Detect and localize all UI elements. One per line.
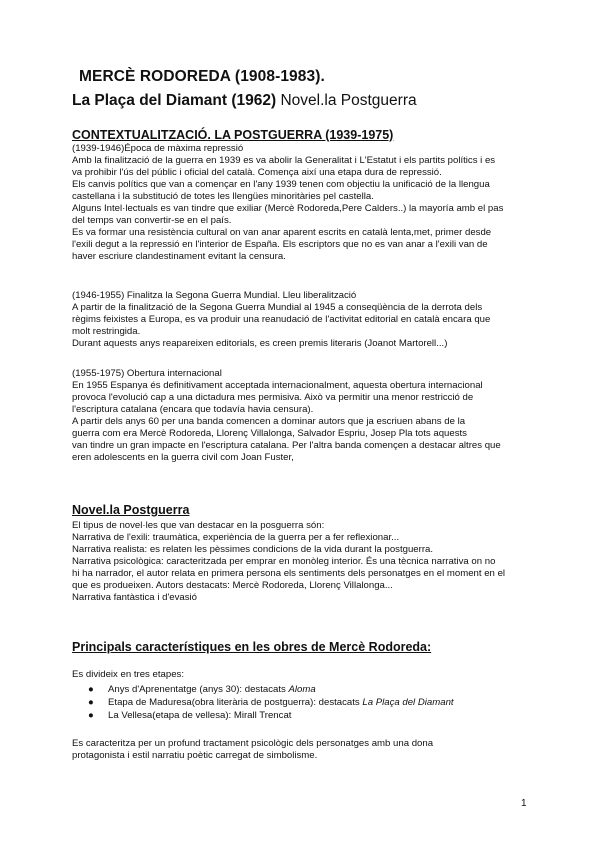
list-item-text: La Vellesa(etapa de vellesa): Mirall Trencat: [108, 710, 292, 721]
context-block-3: [72, 368, 532, 464]
bullet-icon: ●: [88, 710, 94, 721]
paragraph-line: haver escriure clandestinament evitant la censura.: [72, 251, 286, 262]
section-heading-features: Principals característiques en les obres de Mercè Rodoreda:: [72, 640, 432, 654]
features-closing: [72, 738, 532, 762]
context-block-1: [72, 143, 532, 263]
paragraph-line: hi ha narrador, el autor relata en primera persona els sentiments dels personatges en el moment en el: [72, 568, 506, 579]
paragraph-line: Narrativa fantàstica i d'evasió: [72, 592, 198, 603]
paragraph-line: Es va formar una resistència cultural on van anar aparent escrits en català lenta,met, primer desde: [72, 227, 492, 238]
subtitle-genre: Novel.la Postguerra: [280, 92, 417, 109]
paragraph-line: provoca l'evolució cap a una dictadura mes permisiva. Això va permitir una menor restricció de: [72, 392, 474, 403]
paragraph-line: Narrativa psicològica: caracteritzada per emprar en monòleg interior. És una tècnica narrativa on no: [72, 556, 496, 567]
paragraph-line: règims feixistes a Europa, es va produir una reanudació de l'activitat editorial en català encara que: [72, 314, 491, 325]
list-item: [88, 709, 454, 722]
paragraph-line: protagonista i estil narratiu poètic carregat de simbolisme.: [72, 750, 318, 761]
list-item-text: Etapa de Maduresa(obra literària de postguerra): destacats: [108, 697, 363, 708]
features-intro: [72, 669, 532, 681]
bullet-icon: ●: [88, 684, 94, 695]
paragraph-line: Amb la finalització de la guerra en 1939 es va abolir la Generalitat i L'Estatut i els partits polítics i es: [72, 155, 496, 166]
section-heading-novel: Novel.la Postguerra: [72, 503, 190, 517]
paragraph-line: (1946-1955) Finalitza la Segona Guerra Mundial. Lleu liberalització: [72, 290, 357, 301]
paragraph-line: va prohibir l'ús del públic i oficial del català. Comença així una etapa dura de repressió.: [72, 167, 442, 178]
paragraph-line: Durant aquests anys reapareixen editorials, es creen premis literaris (Joanot Martorell...): [72, 338, 448, 349]
paragraph-line: A partir dels anys 60 per una banda comencen a dominar autors que ja escriuen abans de la: [72, 416, 466, 427]
list-item: [88, 683, 454, 696]
document-title: MERCÈ RODOREDA (1908-1983).: [79, 68, 325, 85]
paragraph-line: eren adolescents en la guerra civil com Joan Fuster,: [72, 452, 294, 463]
paragraph-line: molt restringida.: [72, 326, 141, 337]
paragraph-line: Alguns Intel·lectuals es van tindre que exiliar (Mercè Rodoreda,Pere Calders..) la mayoría amb el pas: [72, 203, 504, 214]
document-subtitle: [72, 92, 417, 110]
paragraph-line: Narrativa de l'exili: traumàtica, experiència de la guerra per a fer reflexionar...: [72, 532, 400, 543]
list-item-work: Aloma: [288, 684, 316, 695]
paragraph-line: l'exili degut a la repressió en l'interior de España. Els escriptors que no es van anar a l'exili van de: [72, 239, 488, 250]
stages-list: [88, 683, 454, 722]
paragraph-line: del temps van convertir-se en el país.: [72, 215, 232, 226]
paragraph-line: l'escriptura catalana (encara que todavía havia censura).: [72, 404, 314, 415]
subtitle-work: La Plaça del Diamant (1962): [72, 92, 277, 109]
section-heading-context: CONTEXTUALITZACIÓ. LA POSTGUERRA (1939-1975): [72, 128, 394, 142]
paragraph-line: En 1955 Espanya és definitivament acceptada internacionalment, aquesta obertura internacional: [72, 380, 483, 391]
novel-block: [72, 520, 532, 604]
paragraph-line: Els canvis polítics que van a començar en l'any 1939 tenen com objectiu la unificació de la llengua: [72, 179, 490, 190]
paragraph-line: van tindre un gran impacte en l'escriptura catalana. Per l'altra banda començen a destacar altres que: [72, 440, 501, 451]
bullet-icon: ●: [88, 697, 94, 708]
paragraph-line: castellana i la substitució de totes les llengües minoritàries pel castella.: [72, 191, 374, 202]
list-item-text: Anys d'Aprenentatge (anys 30): destacats: [108, 684, 289, 695]
paragraph-line: (1955-1975) Obertura internacional: [72, 368, 222, 379]
paragraph-line: A partir de la finalització de la Segona Guerra Mundial al 1945 a conseqüència de la derrota dels: [72, 302, 483, 313]
paragraph-line: guerra com era Mercè Rodoreda, Llorenç Villalonga, Salvador Espriu, Josep Pla tots aquests: [72, 428, 467, 439]
list-item-work: La Plaça del Diamant: [362, 697, 454, 708]
paragraph-line: Es caracteritza per un profund tractament psicològic dels personatges amb una dona: [72, 738, 434, 749]
paragraph-line: (1939-1946)Época de màxima repressió: [72, 143, 244, 154]
page-number: 1: [521, 798, 527, 809]
paragraph-line: Es divideix en tres etapes:: [72, 669, 184, 680]
paragraph-line: que es produeixen. Autors destacats: Mercè Rodoreda, Llorenç Villalonga...: [72, 580, 393, 591]
paragraph-line: El tipus de novel·les que van destacar en la posguerra són:: [72, 520, 325, 531]
paragraph-line: Narrativa realista: es relaten les pèssimes condicions de la vida durant la postguerra.: [72, 544, 434, 555]
context-block-2: [72, 290, 532, 350]
list-item: [88, 696, 454, 709]
